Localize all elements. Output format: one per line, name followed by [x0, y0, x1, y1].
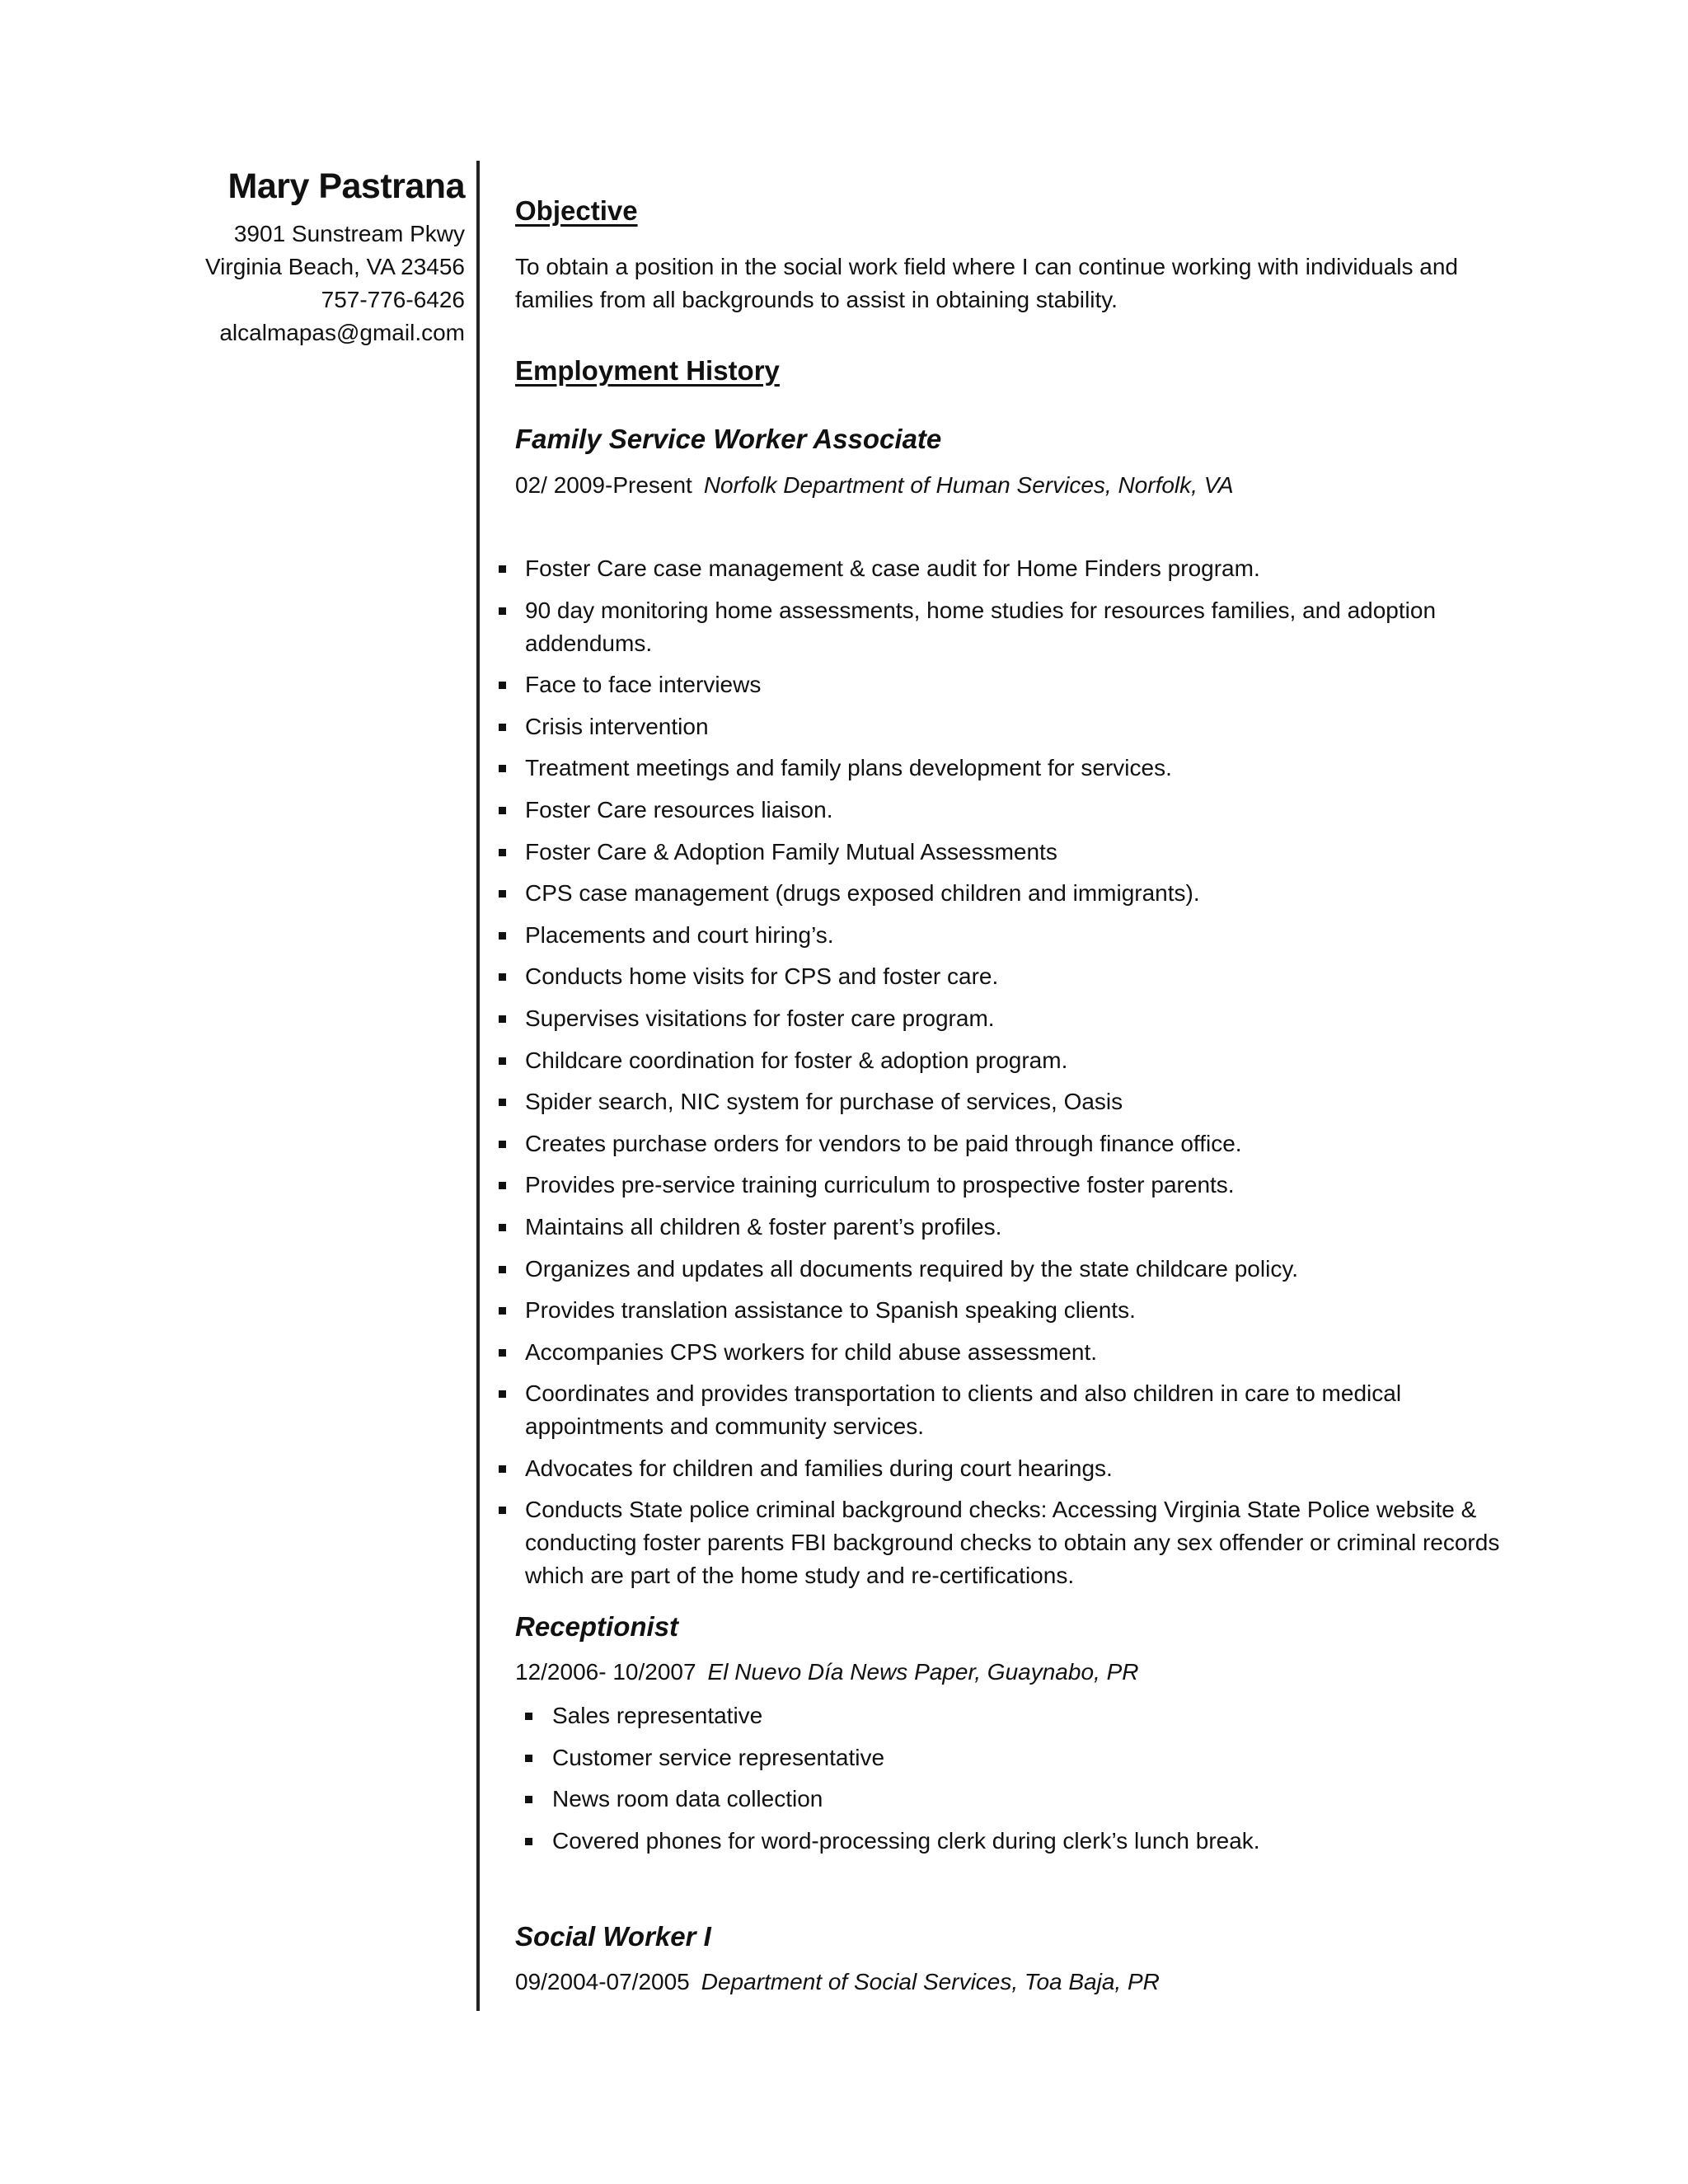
bullet-square-icon [499, 1182, 506, 1189]
duty-item: Organizes and updates all documents required by the state childcare policy. [515, 1253, 1545, 1286]
bullet-square-icon [499, 849, 506, 856]
bullet-square-icon [525, 1838, 532, 1845]
contact-email: alcalmapas@gmail.com [219, 320, 465, 345]
job-dates: 12/2006- 10/2007 [515, 1659, 696, 1685]
duty-item: Provides translation assistance to Spanish speaking clients. [515, 1294, 1545, 1327]
objective-heading: Objective [515, 195, 638, 226]
bullet-square-icon [499, 1057, 506, 1065]
job-title: Social Worker I [515, 1921, 711, 1952]
bullet-square-icon [499, 1307, 506, 1315]
duty-item: Customer service representative [552, 1741, 1582, 1774]
duty-item: CPS case management (drugs exposed children and immigrants). [515, 877, 1545, 910]
duty-item: News room data collection [552, 1783, 1582, 1816]
contact-phone: 757-776-6426 [321, 287, 465, 312]
bullet-square-icon [499, 1390, 506, 1398]
contact-city: Virginia Beach, VA 23456 [205, 254, 465, 279]
duty-item: Coordinates and provides transportation to clients and also children in care to medical appointments and community services. [515, 1377, 1545, 1443]
contact-street: 3901 Sunstream Pkwy [233, 221, 465, 246]
job-meta [515, 1969, 1160, 1995]
duty-item: Face to face interviews [515, 668, 1545, 701]
objective-text: To obtain a position in the social work field where I can continue working with individuals and families from all backgrounds to assist in obtaining stability. [515, 254, 1458, 312]
duty-item: Foster Care resources liaison. [515, 794, 1545, 827]
bullet-square-icon [525, 1796, 532, 1803]
job-meta [515, 1659, 1138, 1685]
bullet-square-icon [499, 932, 506, 940]
bullet-square-icon [499, 1141, 506, 1148]
bullet-square-icon [499, 1266, 506, 1273]
job-duties-list [515, 552, 1545, 1601]
duty-item: Conducts home visits for CPS and foster care. [515, 960, 1545, 993]
job-duties-list [552, 1699, 1582, 1866]
duty-item: Crisis intervention [515, 710, 1545, 743]
bullet-square-icon [499, 807, 506, 814]
bullet-square-icon [525, 1755, 532, 1762]
duty-item: 90 day monitoring home assessments, home studies for resources families, and adoption addendums. [515, 594, 1545, 660]
duty-item: Creates purchase orders for vendors to be paid through finance office. [515, 1127, 1545, 1160]
job-dates: 09/2004-07/2005 [515, 1969, 690, 1994]
duty-item: Covered phones for word-processing clerk during clerk’s lunch break. [552, 1825, 1582, 1858]
duty-item: Conducts State police criminal background checks: Accessing Virginia State Police website & conducting foster parents FBI background checks to obtain any sex offender or criminal records which are part of the home study and re-certifications. [515, 1493, 1545, 1592]
vertical-divider [476, 161, 480, 2011]
duty-item: Treatment meetings and family plans development for services. [515, 752, 1545, 785]
bullet-square-icon [499, 1507, 506, 1514]
bullet-square-icon [499, 973, 506, 981]
duty-item: Sales representative [552, 1699, 1582, 1732]
job-title: Receptionist [515, 1611, 679, 1642]
duty-item: Provides pre-service training curriculum to prospective foster parents. [515, 1169, 1545, 1202]
duty-item: Foster Care case management & case audit for Home Finders program. [515, 552, 1545, 585]
duty-item: Childcare coordination for foster & adoption program. [515, 1044, 1545, 1077]
bullet-square-icon [499, 682, 506, 689]
duty-item: Advocates for children and families during court hearings. [515, 1452, 1545, 1485]
duty-item: Maintains all children & foster parent’s profiles. [515, 1211, 1545, 1244]
bullet-square-icon [499, 765, 506, 772]
bullet-square-icon [499, 565, 506, 573]
duty-item: Placements and court hiring’s. [515, 919, 1545, 952]
bullet-square-icon [499, 890, 506, 898]
bullet-square-icon [499, 1465, 506, 1473]
bullet-square-icon [499, 1224, 506, 1231]
job-title: Family Service Worker Associate [515, 424, 942, 454]
bullet-square-icon [499, 1099, 506, 1106]
job-place: Norfolk Department of Human Services, Norfolk, VA [703, 472, 1234, 498]
bullet-square-icon [499, 724, 506, 731]
job-dates: 02/ 2009-Present [515, 472, 692, 498]
bullet-square-icon [499, 607, 506, 615]
bullet-square-icon [499, 1349, 506, 1357]
duty-item: Accompanies CPS workers for child abuse assessment. [515, 1336, 1545, 1369]
job-place: El Nuevo Día News Paper, Guaynabo, PR [707, 1659, 1139, 1685]
duty-item: Supervises visitations for foster care program. [515, 1002, 1545, 1035]
contact-block [36, 163, 465, 349]
bullet-square-icon [525, 1713, 532, 1720]
employment-heading: Employment History [515, 355, 780, 386]
job-meta [515, 472, 1234, 499]
job-place: Department of Social Services, Toa Baja, PR [701, 1969, 1160, 1994]
candidate-name: Mary Pastrana [227, 166, 465, 206]
duty-item: Spider search, NIC system for purchase of services, Oasis [515, 1085, 1545, 1118]
bullet-square-icon [499, 1015, 506, 1023]
duty-item: Foster Care & Adoption Family Mutual Assessments [515, 836, 1545, 869]
